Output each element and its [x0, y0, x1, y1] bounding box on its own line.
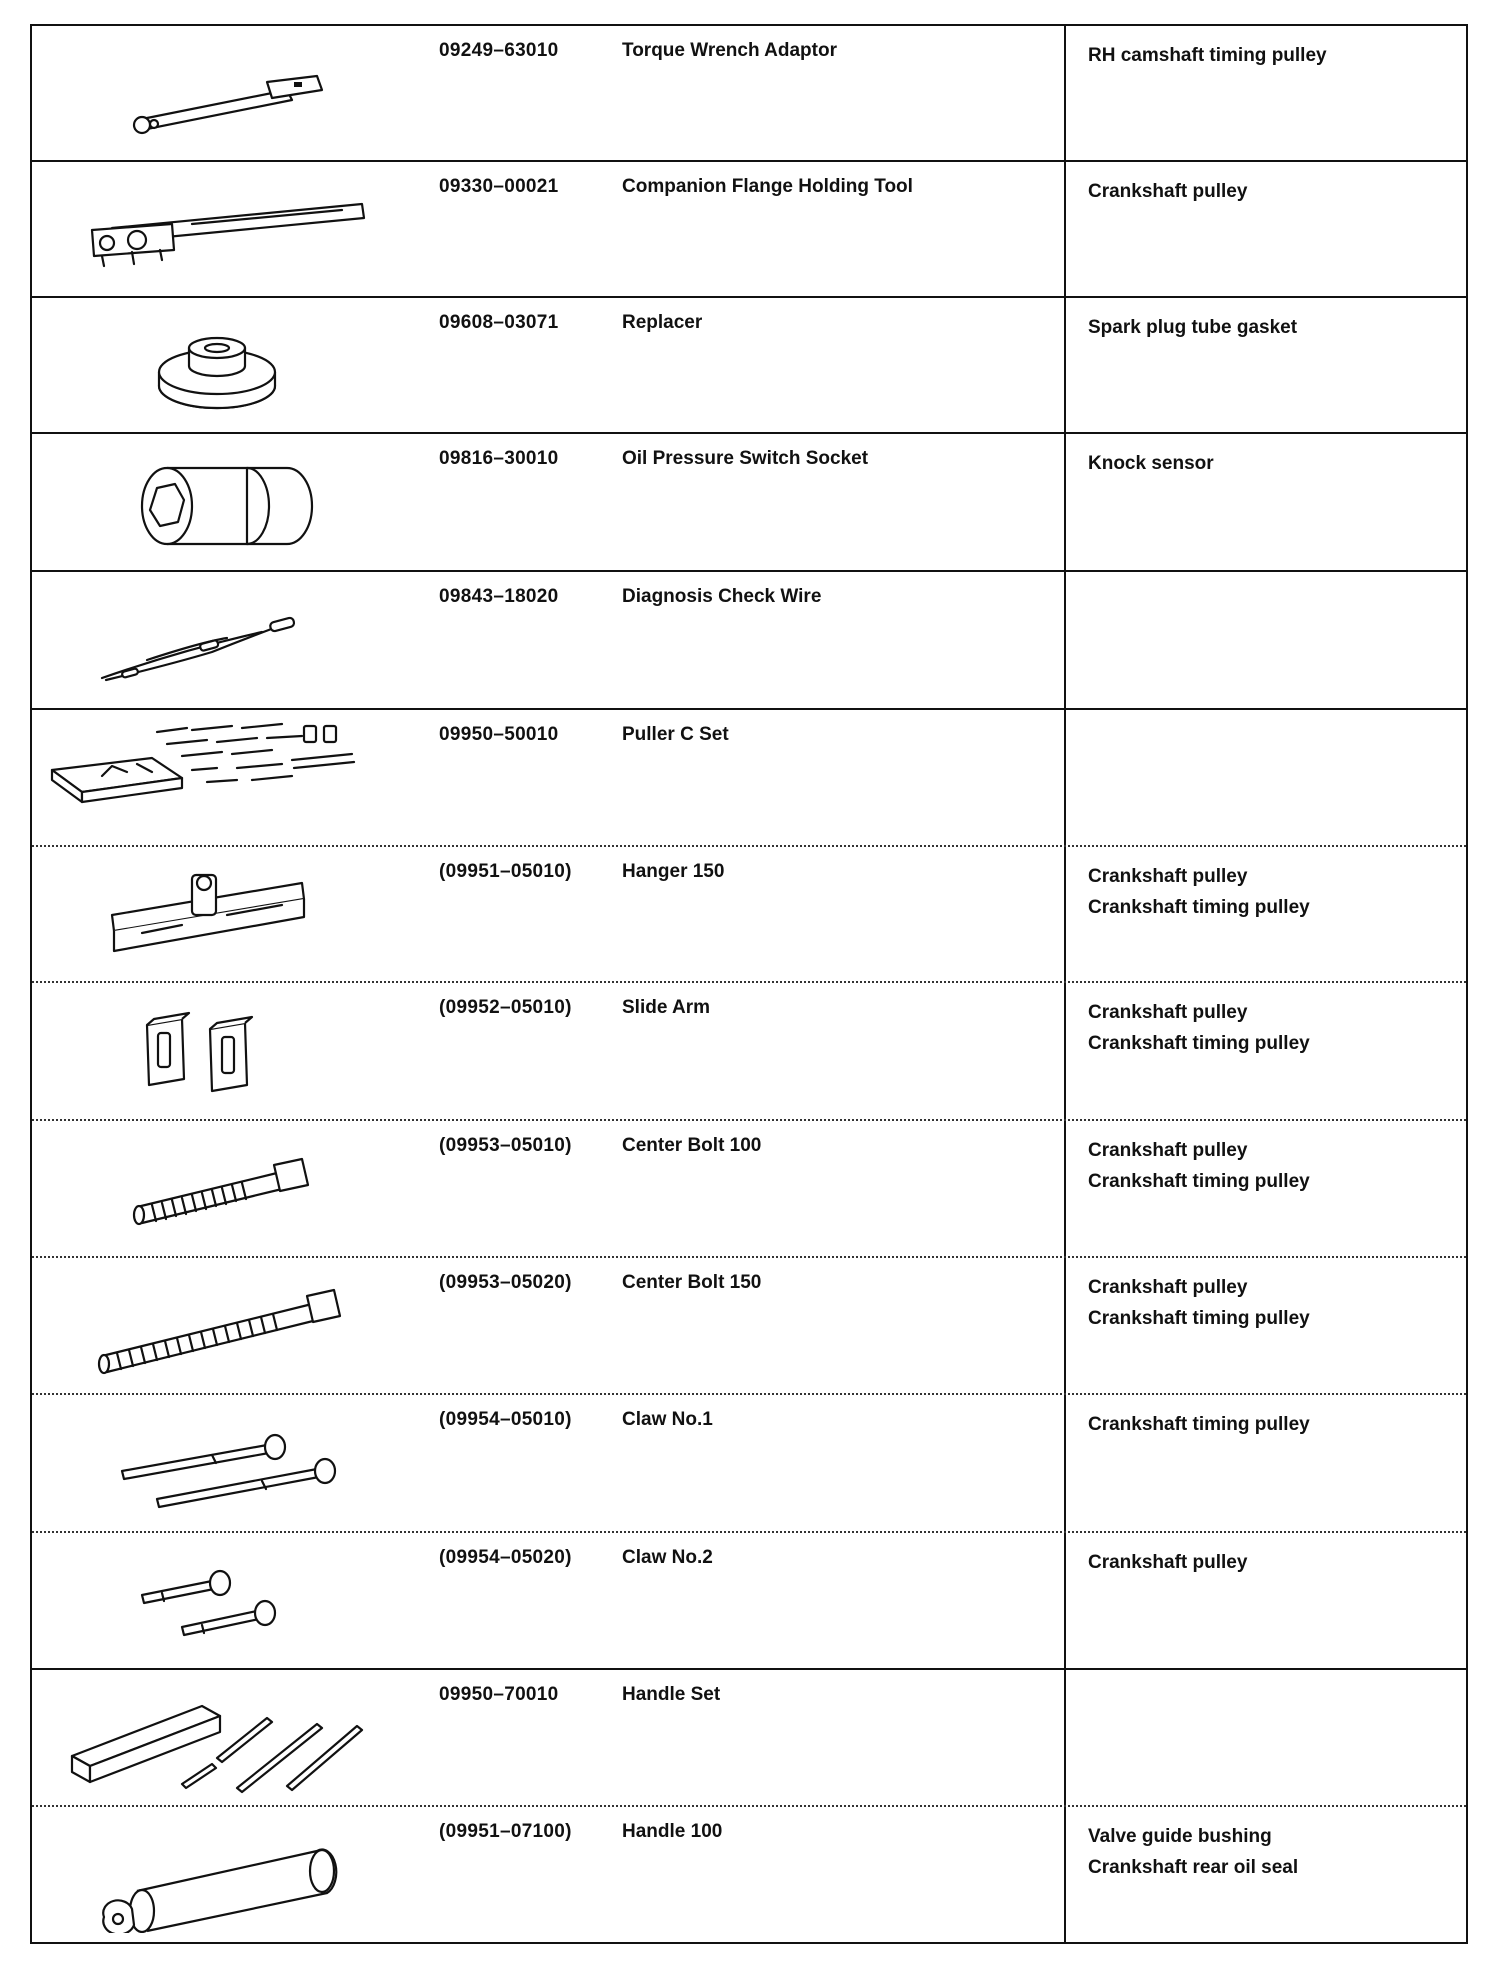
part-number: 09608–03071 — [439, 312, 559, 333]
table-row — [32, 1119, 1466, 1256]
part-number: 09950–70010 — [439, 1684, 559, 1705]
tool-name: Hanger 150 — [622, 861, 725, 882]
part-number: 09816–30010 — [439, 448, 559, 469]
slide-arm-icon — [42, 989, 402, 1109]
use-item: Crankshaft rear oil seal — [1088, 1857, 1299, 1878]
tool-name: Oil Pressure Switch Socket — [622, 448, 869, 469]
use-item: Valve guide bushing — [1088, 1826, 1272, 1847]
tool-name: Center Bolt 150 — [622, 1272, 762, 1293]
tool-uses — [1088, 1409, 1310, 1440]
tool-name: Claw No.2 — [622, 1547, 713, 1568]
use-item: Crankshaft timing pulley — [1088, 1033, 1310, 1054]
tool-name: Companion Flange Holding Tool — [622, 176, 913, 197]
use-item: RH camshaft timing pulley — [1088, 45, 1327, 66]
part-number: (09953–05010) — [439, 1135, 572, 1156]
hanger-icon — [42, 853, 402, 973]
tool-name: Replacer — [622, 312, 703, 333]
table-row — [32, 845, 1466, 981]
tool-uses — [1088, 1272, 1310, 1334]
part-number: (09953–05020) — [439, 1272, 572, 1293]
tool-name: Slide Arm — [622, 997, 710, 1018]
holding-tool-icon — [42, 168, 402, 288]
part-number: 09330–00021 — [439, 176, 559, 197]
tool-uses — [1088, 1821, 1298, 1883]
center-bolt-100-icon — [42, 1127, 402, 1247]
handle-100-icon — [42, 1813, 402, 1933]
table-row — [32, 708, 1466, 845]
part-number: 09843–18020 — [439, 586, 559, 607]
claw-2-icon — [42, 1539, 402, 1659]
tool-name: Diagnosis Check Wire — [622, 586, 822, 607]
tool-name: Torque Wrench Adaptor — [622, 40, 837, 61]
use-item: Crankshaft pulley — [1088, 1002, 1248, 1023]
replacer-icon — [42, 304, 402, 424]
claw-1-icon — [42, 1401, 402, 1521]
handle-set-icon — [42, 1676, 402, 1796]
table-row — [32, 570, 1466, 708]
table-row — [32, 1805, 1466, 1944]
part-number: (09952–05010) — [439, 997, 572, 1018]
use-item: Spark plug tube gasket — [1088, 317, 1298, 338]
torque-wrench-adaptor-icon — [42, 32, 402, 152]
tool-name: Claw No.1 — [622, 1409, 713, 1430]
tool-uses — [1088, 861, 1310, 923]
table-row — [32, 981, 1466, 1119]
puller-set-icon — [42, 716, 402, 836]
use-item: Crankshaft pulley — [1088, 181, 1248, 202]
use-item: Crankshaft timing pulley — [1088, 1414, 1310, 1435]
table-row — [32, 160, 1466, 296]
tool-uses — [1088, 40, 1327, 71]
part-number: 09249–63010 — [439, 40, 559, 61]
part-number: (09954–05010) — [439, 1409, 572, 1430]
table-row — [32, 296, 1466, 432]
table-row — [32, 432, 1466, 570]
use-item: Crankshaft pulley — [1088, 1277, 1248, 1298]
table-row — [32, 1668, 1466, 1805]
use-item: Crankshaft pulley — [1088, 1140, 1248, 1161]
special-tools-table — [30, 24, 1468, 1944]
center-bolt-150-icon — [42, 1264, 402, 1384]
tool-uses — [1088, 1135, 1310, 1197]
part-number: (09954–05020) — [439, 1547, 572, 1568]
use-item: Crankshaft timing pulley — [1088, 897, 1310, 918]
use-item: Crankshaft timing pulley — [1088, 1308, 1310, 1329]
tool-uses — [1088, 312, 1297, 343]
use-item: Crankshaft pulley — [1088, 866, 1248, 887]
tool-uses — [1088, 1547, 1247, 1578]
check-wire-icon — [42, 578, 402, 698]
tool-uses — [1088, 448, 1214, 479]
part-number: (09951–05010) — [439, 861, 572, 882]
part-number: 09950–50010 — [439, 724, 559, 745]
use-item: Crankshaft pulley — [1088, 1552, 1248, 1573]
use-item: Crankshaft timing pulley — [1088, 1171, 1310, 1192]
tool-name: Puller C Set — [622, 724, 729, 745]
part-number: (09951–07100) — [439, 1821, 572, 1842]
socket-icon — [42, 440, 402, 560]
table-row — [32, 1531, 1466, 1668]
table-row — [32, 1256, 1466, 1393]
tool-uses — [1088, 997, 1310, 1059]
tool-name: Handle Set — [622, 1684, 721, 1705]
table-row — [32, 1393, 1466, 1531]
tool-name: Center Bolt 100 — [622, 1135, 762, 1156]
table-row — [32, 26, 1466, 160]
tool-name: Handle 100 — [622, 1821, 723, 1842]
tool-uses — [1088, 176, 1247, 207]
use-item: Knock sensor — [1088, 453, 1214, 474]
